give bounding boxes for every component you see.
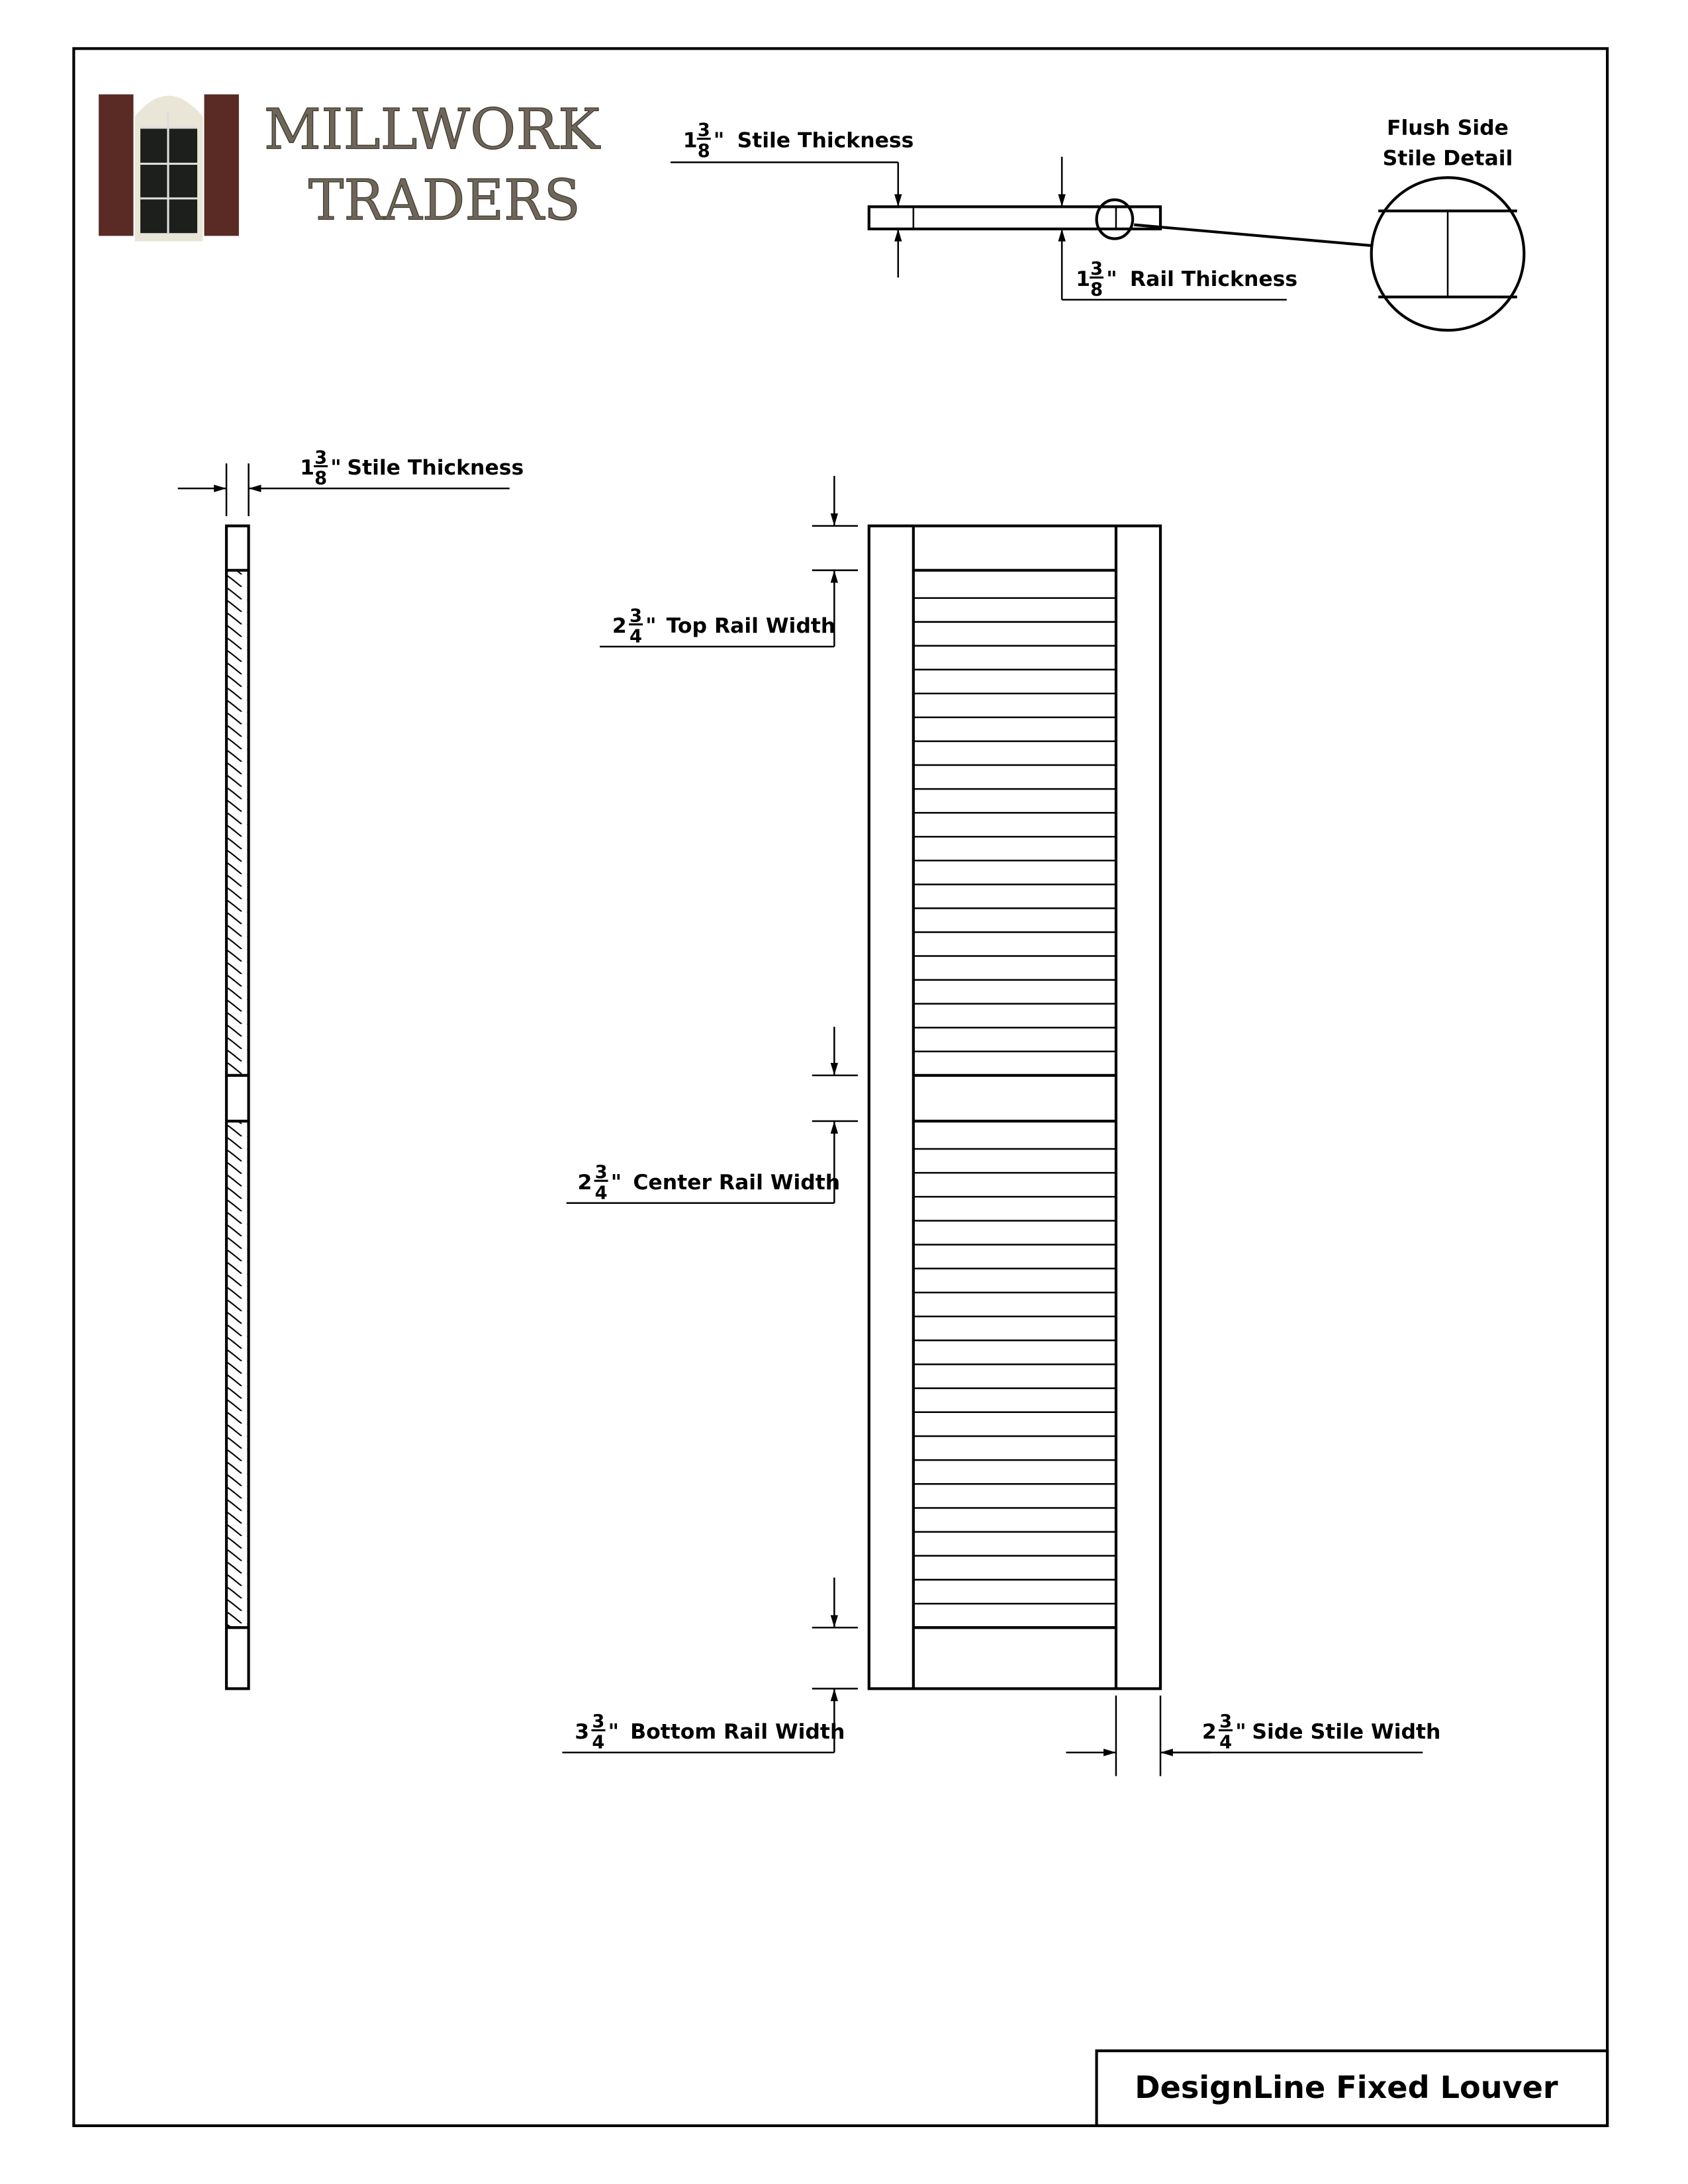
svg-text:Side Stile Width: Side Stile Width [1252,1720,1441,1745]
company-logo [99,95,600,242]
svg-text:3: 3 [697,120,710,141]
svg-text:8: 8 [314,468,328,489]
dim-label-top-stile-thickness [683,120,914,161]
svg-text:2: 2 [577,1170,592,1195]
logo-right-shutter [204,95,238,236]
svg-text:Center Rail Width: Center Rail Width [633,1170,841,1195]
detail-title-line2: Stile Detail [1382,146,1513,171]
svg-text:": " [610,1170,622,1195]
svg-text:": " [645,614,657,639]
svg-text:1: 1 [682,128,698,153]
svg-text:4: 4 [630,626,642,647]
svg-text:3: 3 [1090,259,1103,280]
svg-text:8: 8 [1090,279,1103,300]
svg-text:Top Rail Width: Top Rail Width [666,614,836,639]
svg-text:": " [713,128,725,153]
front-view [562,476,1423,1776]
dim-label-center-rail-width [577,1162,840,1203]
svg-text:": " [1235,1720,1246,1745]
dim-label-top-rail-width [612,606,835,647]
svg-text:3: 3 [630,606,642,627]
logo-text-traders: TRADERS [308,167,581,233]
svg-text:Stile Thickness: Stile Thickness [347,456,524,480]
svg-text:3: 3 [594,1161,608,1183]
logo-left-shutter [99,95,133,236]
svg-text:": " [330,456,342,480]
svg-text:Stile Thickness: Stile Thickness [737,128,914,153]
dim-label-side-stile-thickness [300,447,524,488]
svg-text:4: 4 [594,1183,608,1204]
svg-text:": " [608,1720,619,1745]
dim-label-bottom-rail-width [575,1711,845,1752]
dim-label-side-stile-width [1202,1711,1441,1752]
svg-text:3: 3 [575,1720,590,1745]
svg-text:3: 3 [592,1711,605,1733]
side-view [178,463,510,1688]
svg-text:": " [1106,267,1117,291]
svg-text:4: 4 [1219,1732,1233,1753]
svg-text:2: 2 [1201,1720,1217,1745]
svg-text:1: 1 [300,456,315,480]
svg-text:1: 1 [1076,267,1091,291]
svg-text:4: 4 [592,1732,605,1753]
logo-text-millwork: MILLWORK [263,97,601,162]
svg-text:3: 3 [314,447,328,469]
louver-slats [914,598,1116,1604]
svg-text:3: 3 [1219,1711,1233,1733]
svg-text:8: 8 [697,140,710,161]
detail-title-line1: Flush Side [1387,116,1509,140]
svg-text:2: 2 [612,614,627,639]
sheet-border [73,48,1607,2126]
dim-label-rail-thickness [1076,259,1297,300]
svg-text:Bottom Rail Width: Bottom Rail Width [630,1720,845,1745]
drawing-title: DesignLine Fixed Louver [1135,2070,1558,2106]
svg-text:Rail Thickness: Rail Thickness [1129,267,1298,291]
